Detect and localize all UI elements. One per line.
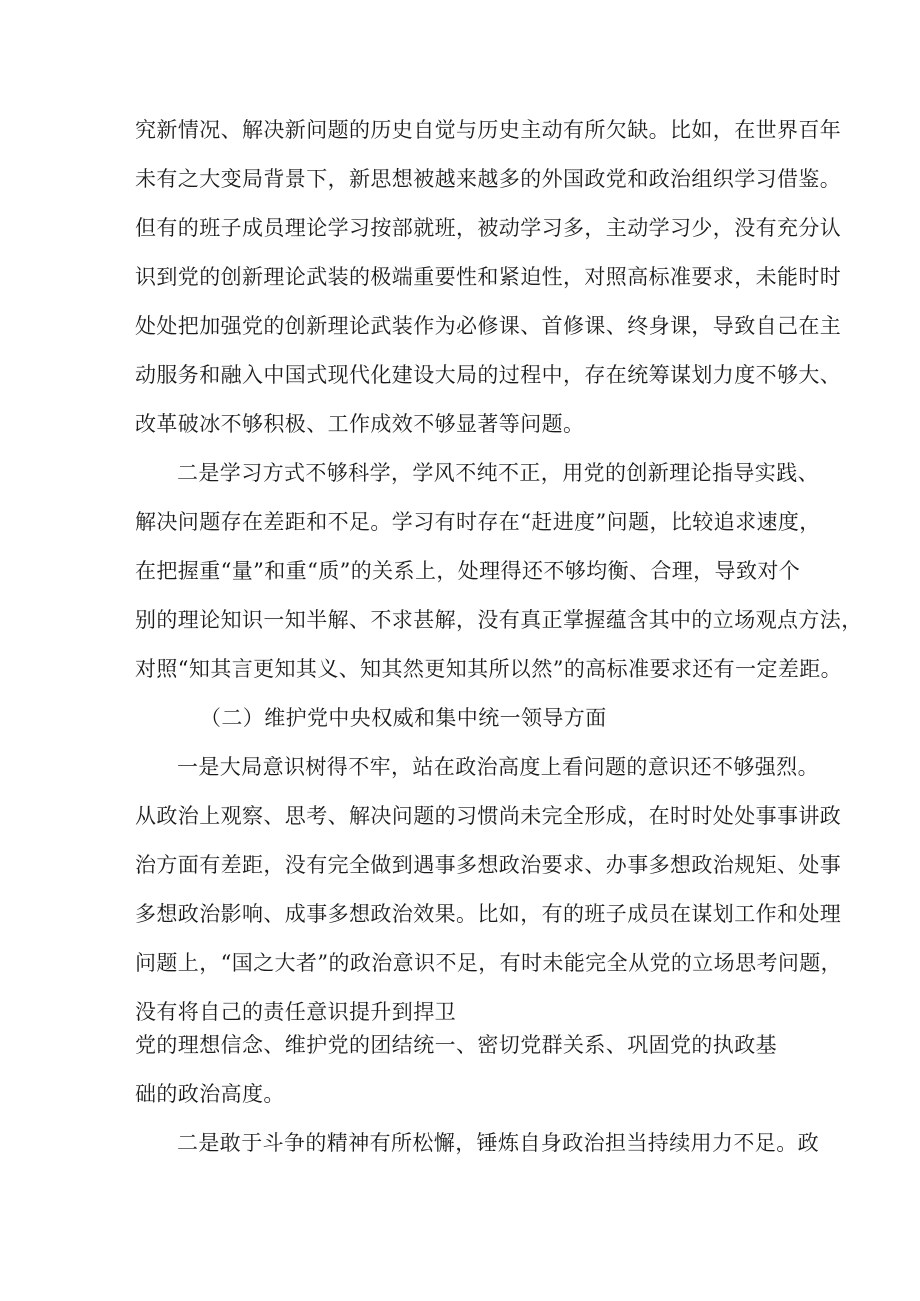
paragraph-line: 础的政治高度。 xyxy=(135,1082,285,1106)
paragraph-line: 识到党的创新理论武装的极端重要性和紧迫性，对照高标准要求，未能时时 xyxy=(135,265,842,289)
paragraph-line: 解决问题存在差距和不足。学习有时存在“赶进度”问题，比较追求速度， xyxy=(135,510,821,534)
paragraph-line: 党的理想信念、维护党的团结统一、密切党群关系、巩固党的执政基 xyxy=(135,1033,777,1057)
paragraph-line: 改革破冰不够积极、工作成效不够显著等问题。 xyxy=(135,412,585,436)
paragraph-line: 别的理论知识一知半解、不求甚解，没有真正掌握蕴含其中的立场观点方法， xyxy=(135,608,863,632)
paragraph-line: 没有将自己的责任意识提升到捍卫 xyxy=(135,1000,456,1024)
paragraph-line: 但有的班子成员理论学习按部就班，被动学习多，主动学习少，没有充分认 xyxy=(135,216,842,240)
paragraph-line: 从政治上观察、思考、解决问题的习惯尚未完全形成，在时时处处事事讲政 xyxy=(135,804,842,828)
paragraph-line: 治方面有差距，没有完全做到遇事多想政治要求、办事多想政治规矩、处事 xyxy=(135,853,842,877)
paragraph-line: 二是学习方式不够科学，学风不纯不正，用党的创新理论指导实践、 xyxy=(177,461,819,485)
paragraph-line: 对照“知其言更知其义、知其然更知其所以然”的高标准要求还有一定差距。 xyxy=(135,657,843,681)
paragraph-line: 一是大局意识树得不牢，站在政治高度上看问题的意识还不够强烈。 xyxy=(177,755,819,779)
paragraph-line: 未有之大变局背景下，新思想被越来越多的外国政党和政治组织学习借鉴。 xyxy=(135,167,842,191)
section-heading: （二）维护党中央权威和集中统一领导方面 xyxy=(200,706,607,730)
paragraph-line: 在把握重“量”和重“质”的关系上，处理得还不够均衡、合理，导致对个 xyxy=(135,559,801,583)
paragraph-line: 问题上，“国之大者”的政治意识不足，有时未能完全从党的立场思考问题， xyxy=(135,951,843,975)
paragraph-line: 究新情况、解决新问题的历史自觉与历史主动有所欠缺。比如，在世界百年 xyxy=(135,118,842,142)
paragraph-line: 多想政治影响、成事多想政治效果。比如，有的班子成员在谋划工作和处理 xyxy=(135,902,842,926)
paragraph-line: 处处把加强党的创新理论武装作为必修课、首修课、终身课，导致自己在主 xyxy=(135,314,842,338)
paragraph-line: 二是敢于斗争的精神有所松懈，锤炼自身政治担当持续用力不足。政 xyxy=(177,1131,819,1155)
paragraph-line: 动服务和融入中国式现代化建设大局的过程中，存在统筹谋划力度不够大、 xyxy=(135,363,842,387)
